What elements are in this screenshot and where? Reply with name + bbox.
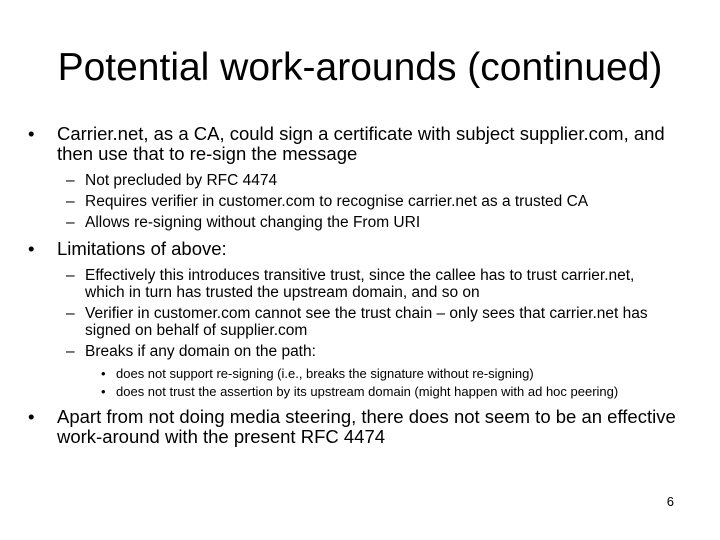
- sub-bullet-item: [28, 305, 678, 339]
- bullet-text: Apart from not doing media steering, there does not seem to be an effective work-around with the present RFC 4474: [57, 406, 676, 447]
- dash-marker: –: [66, 305, 75, 322]
- sub-sub-bullet-item: [28, 384, 678, 399]
- sub-bullet-text: Allows re-signing without changing the From URI: [85, 214, 421, 231]
- dash-marker: –: [66, 193, 75, 210]
- slide-body: [28, 124, 678, 453]
- sub-bullet-list: [28, 267, 678, 399]
- dash-marker: –: [66, 214, 75, 231]
- bullet-marker: •: [28, 406, 35, 427]
- sub-bullet-item: [28, 214, 678, 231]
- sub-sub-bullet-text: does not trust the assertion by its upstream domain (might happen with ad hoc peering): [116, 384, 619, 399]
- dash-marker: –: [66, 172, 75, 189]
- sub-bullet-text: Requires verifier in customer.com to recognise carrier.net as a trusted CA: [85, 193, 589, 210]
- dash-marker: –: [66, 343, 75, 360]
- sub-sub-bullet-list: [28, 366, 678, 399]
- bullet-text: Limitations of above:: [57, 238, 227, 259]
- sub-bullet-item: [28, 267, 678, 301]
- sub-bullet-text: Breaks if any domain on the path:: [85, 343, 316, 360]
- slide-title: Potential work-arounds (continued): [57, 46, 663, 89]
- dash-marker: –: [66, 267, 75, 284]
- bullet-text: Carrier.net, as a CA, could sign a certificate with subject supplier.com, and then use that to re-sign the message: [57, 123, 665, 164]
- bullet-item: [28, 239, 678, 259]
- page-number: 6: [666, 494, 674, 509]
- bullet-marker: •: [101, 366, 106, 381]
- sub-bullet-list: [28, 172, 678, 231]
- sub-bullet-text: Verifier in customer.com cannot see the trust chain – only sees that carrier.net has signed on behalf of supplier.com: [85, 305, 648, 339]
- bullet-item: [28, 124, 678, 164]
- sub-sub-bullet-text: does not support re-signing (i.e., breaks the signature without re-signing): [116, 366, 534, 381]
- bullet-marker: •: [28, 238, 35, 259]
- sub-bullet-text: Effectively this introduces transitive trust, since the callee has to trust carrier.net, which in turn has trusted the upstream domain, and so on: [85, 267, 635, 301]
- bullet-item: [28, 407, 678, 447]
- sub-bullet-item: [28, 193, 678, 210]
- bullet-marker: •: [28, 123, 35, 144]
- sub-bullet-item: [28, 343, 678, 360]
- bullet-marker: •: [101, 384, 106, 399]
- sub-bullet-item: [28, 172, 678, 189]
- sub-sub-bullet-item: [28, 366, 678, 381]
- sub-bullet-text: Not precluded by RFC 4474: [85, 172, 278, 189]
